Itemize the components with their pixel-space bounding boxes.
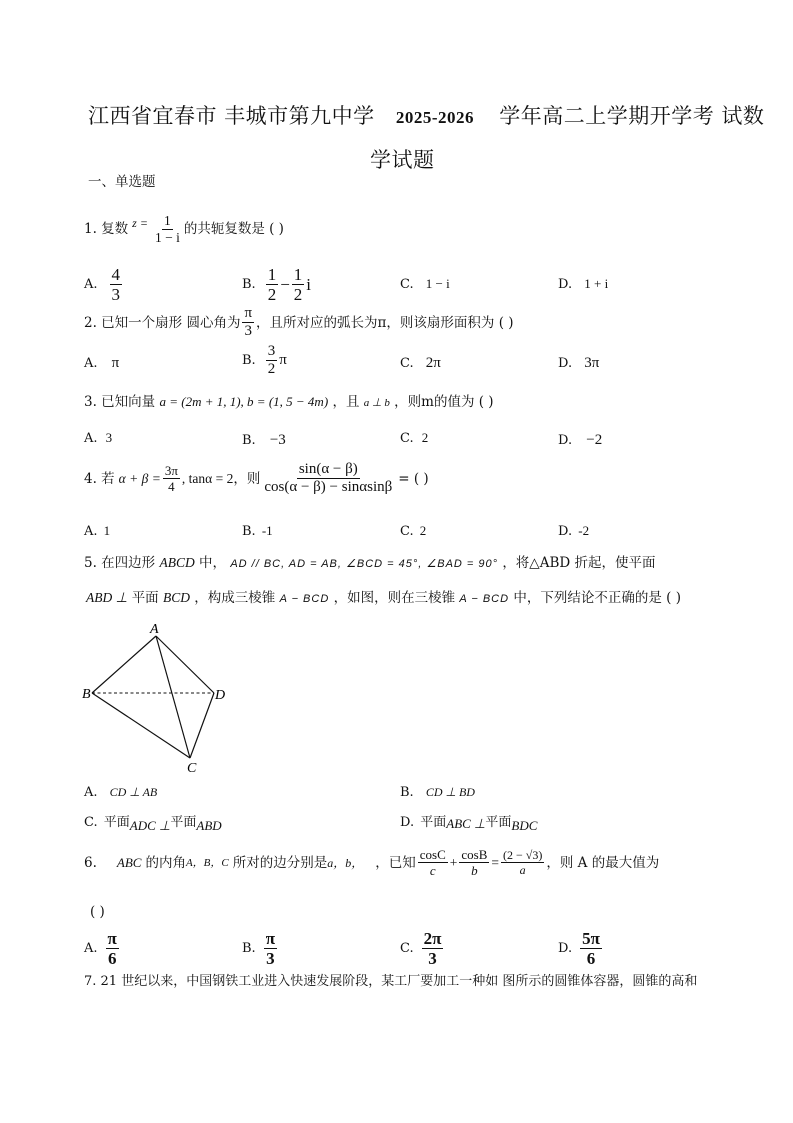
q2-option-a-text: π xyxy=(111,355,120,371)
q4-cond-den: 4 xyxy=(168,479,175,494)
q5-line2-e: ，如图，则在三棱锥 xyxy=(333,590,456,606)
q6-tri: ABC xyxy=(116,854,142,870)
q4-option-c-text: 2 xyxy=(419,523,427,538)
page-title-line2: 学试题 xyxy=(370,148,435,172)
q2-b-num: 3 xyxy=(267,343,276,359)
q1-option-b-label: B. xyxy=(242,277,256,292)
question-7: 7. 21 世纪以来，中国钢铁工业进入快速发展阶段，某工厂要加工一种如 图所示的圆锥体容器，圆锥的高和 xyxy=(84,974,698,989)
q1-option-a-label: A. xyxy=(84,277,98,292)
q6-c-num: 2π xyxy=(423,929,442,948)
q1-option-c-label: C. xyxy=(400,277,414,292)
question-6 xyxy=(84,848,659,877)
q6-option-c xyxy=(400,930,445,967)
q6-sides: a，b， xyxy=(327,855,364,870)
edge-dc xyxy=(190,693,214,758)
q6-f3-num: (2 − √3) xyxy=(503,848,543,862)
q4-cond-a: α + β = xyxy=(118,470,161,486)
q2-stem-post: ，且所对应的弧长为π，则该扇形面积为 ( ) xyxy=(256,314,514,331)
q6-c-den: 3 xyxy=(428,949,437,968)
q4-cond-fraction xyxy=(163,464,180,493)
q5-line2-pre: ABD ⊥ xyxy=(86,590,128,605)
q1-b-frac1 xyxy=(266,266,279,303)
q2-b-suffix: π xyxy=(279,352,287,368)
q3-stem-pre: 3. 已知向量 xyxy=(84,394,156,410)
q2-option-c xyxy=(400,355,441,372)
question-4 xyxy=(84,462,429,495)
q1-b-n2: 1 xyxy=(293,265,303,284)
q2-option-b-label: B. xyxy=(242,353,256,368)
q1-option-d-text: 1 + i xyxy=(584,276,609,291)
q3-option-b xyxy=(242,432,286,449)
q6-option-a-label: A. xyxy=(84,941,98,956)
q5-option-a-text: CD ⊥ AB xyxy=(109,785,158,799)
q3-option-b-label: B. xyxy=(242,433,256,448)
q5-line2-b: BCD xyxy=(162,590,190,605)
q5-option-c-t2: ABD xyxy=(196,818,222,833)
q5-conditions: AD // BC, AD = AB, ∠BCD = 45°, ∠BAD = 90° xyxy=(230,558,499,570)
q6-num: 6. xyxy=(84,854,97,871)
q3-option-d-label: D. xyxy=(558,433,573,448)
q5-quad: ABCD xyxy=(159,555,195,570)
q3-option-a-text: 3 xyxy=(105,430,113,445)
vertex-label-b: B xyxy=(82,687,91,702)
q1-stem-pre: 1. 复数 xyxy=(84,221,129,237)
q2-b-den: 2 xyxy=(267,361,276,377)
q6-plus: + xyxy=(449,854,458,870)
q6-f2-num: cosB xyxy=(461,847,488,862)
q3-stem-post: ，则m的值为 ( ) xyxy=(394,394,494,410)
vertex-label-a: A xyxy=(150,622,159,637)
q4-stem-pre: 4. 若 xyxy=(84,470,115,487)
edge-ad xyxy=(156,636,214,693)
q5-option-c-p2: 平面 xyxy=(170,815,197,830)
q4-option-d-text: -2 xyxy=(578,523,590,538)
q1-b-suffix: i xyxy=(306,274,312,294)
q5-option-a xyxy=(84,785,157,800)
q6-eq: = xyxy=(491,854,499,870)
q6-t1: 的内角 xyxy=(145,854,186,871)
q2-frac-num: π xyxy=(244,305,253,321)
q2-option-a xyxy=(84,355,119,372)
q6-frac2 xyxy=(459,848,489,877)
q5-option-d-label: D. xyxy=(400,815,415,830)
q3-option-b-text: −3 xyxy=(269,432,286,448)
q1-option-c xyxy=(400,276,450,292)
q6-b-den: 3 xyxy=(266,949,275,968)
q5-option-c xyxy=(84,811,222,833)
q6-f1-num: cosC xyxy=(419,847,446,862)
q5-line1-pre: 5. 在四边形 xyxy=(84,555,156,571)
q4-option-a xyxy=(84,523,110,539)
q3-option-c xyxy=(400,430,428,446)
q2-frac-den: 3 xyxy=(244,323,252,339)
q6-a-den: 6 xyxy=(107,949,117,968)
q3-option-c-label: C. xyxy=(400,431,414,446)
q6-f2-den: b xyxy=(471,863,478,878)
q5-option-d-p1: 平面 xyxy=(420,815,447,830)
q6-option-d-fraction xyxy=(580,930,602,967)
q4-expression xyxy=(262,462,394,495)
q4-option-a-label: A. xyxy=(84,524,98,539)
q2-option-d-text: 3π xyxy=(584,355,600,371)
edge-ab xyxy=(92,636,156,693)
question-5-line2 xyxy=(86,588,681,609)
q5-line2-f: A − BCD xyxy=(459,593,510,605)
q3-option-d xyxy=(558,432,602,449)
q1-a-den: 3 xyxy=(111,285,121,304)
q5-option-c-p1: 平面 xyxy=(103,815,130,830)
q2-option-c-label: C. xyxy=(400,356,414,371)
q6-b-num: π xyxy=(265,929,276,948)
q2-option-b xyxy=(242,344,287,377)
q1-b-minus: − xyxy=(280,274,290,294)
q5-line2-d: A − BCD xyxy=(279,593,330,605)
q1-fraction xyxy=(153,214,182,244)
q6-option-c-label: C. xyxy=(400,941,414,956)
q6-option-a-fraction xyxy=(106,930,119,967)
q5-option-c-t1: ADC ⊥ xyxy=(129,818,171,833)
q6-a-num: π xyxy=(107,929,117,948)
q1-frac-num: 1 xyxy=(164,213,171,228)
vertex-label-c: C xyxy=(187,761,197,776)
q2-option-a-label: A. xyxy=(84,356,98,371)
q4-option-c-label: C. xyxy=(400,524,414,539)
edge-ac xyxy=(156,636,190,758)
q4-cond-b: , tanα = 2 xyxy=(181,470,234,486)
q5-option-b-text: CD ⊥ BD xyxy=(425,785,475,799)
q4-option-b xyxy=(242,523,273,539)
q1-option-b xyxy=(242,266,311,303)
q6-option-b-fraction xyxy=(264,930,277,967)
q4-expr-den: cos(α − β) − sinαsinβ xyxy=(264,479,393,495)
q6-t2: 所对的边分别是 xyxy=(232,854,328,871)
q4-option-a-text: 1 xyxy=(103,523,111,538)
title-part1: 江西省宜春市 丰城市第九中学 xyxy=(88,104,375,128)
q6-frac3 xyxy=(501,849,544,876)
q1-option-d xyxy=(558,276,608,292)
tetrahedron-figure xyxy=(80,618,240,776)
question-2 xyxy=(84,306,514,339)
q6-d-den: 6 xyxy=(586,949,596,968)
q5-option-b xyxy=(400,785,475,800)
q4-option-d-label: D. xyxy=(558,524,573,539)
q6-option-d-label: D. xyxy=(558,941,573,956)
q1-frac-den: 1 − i xyxy=(154,229,180,245)
q5-option-d-t1: ABC ⊥ xyxy=(446,816,486,831)
q1-option-d-label: D. xyxy=(558,277,573,292)
q4-stem-post: = ( ) xyxy=(398,470,429,487)
q5-option-c-label: C. xyxy=(84,815,98,830)
q6-f3-den: a xyxy=(519,863,526,877)
q4-cond-num: 3π xyxy=(164,463,178,478)
q2-option-d xyxy=(558,355,599,372)
q6-option-b xyxy=(242,930,279,967)
q3-option-a xyxy=(84,430,112,446)
q6-t3: ，已知 xyxy=(375,854,416,871)
section-heading: 一、单选题 xyxy=(88,174,156,190)
q1-b-d2: 2 xyxy=(293,285,303,304)
vertex-label-d: D xyxy=(215,688,226,703)
q1-b-n1: 1 xyxy=(267,265,277,284)
q5-option-a-label: A. xyxy=(84,785,98,800)
q2-fraction xyxy=(242,306,254,339)
q4-expr-num: sin(α − β) xyxy=(298,461,358,477)
q1-b-d1: 2 xyxy=(267,285,277,304)
question-5-line1 xyxy=(84,553,655,574)
question-3 xyxy=(84,392,494,413)
q3-option-c-text: 2 xyxy=(421,430,429,445)
page-title xyxy=(88,100,764,130)
q1-option-a-fraction xyxy=(110,266,123,303)
q1-lhs: z = xyxy=(132,216,148,230)
q1-option-a xyxy=(84,266,124,303)
edge-bc xyxy=(92,693,190,758)
q5-option-d-p2: 平面 xyxy=(485,815,512,830)
q6-t4: ，则 A 的最大值为 xyxy=(546,854,660,871)
q5-option-d-t2: BDC xyxy=(511,818,538,833)
q6-answer-paren: ( ) xyxy=(90,904,105,920)
q4-option-d xyxy=(558,523,589,539)
q1-a-num: 4 xyxy=(111,265,121,284)
q6-option-c-fraction xyxy=(422,930,444,967)
q5-line2-g: 中，下列结论不正确的是 ( ) xyxy=(513,590,681,606)
q2-option-d-label: D. xyxy=(558,356,573,371)
title-part2: 学年高二上学期开学考 试数 xyxy=(499,104,765,128)
q2-option-b-fraction xyxy=(266,344,278,377)
q1-b-frac2 xyxy=(292,266,305,303)
q4-option-b-text: -1 xyxy=(261,523,273,538)
q1-stem-post: 的共轭复数是 ( ) xyxy=(183,221,284,237)
q6-d-num: 5π xyxy=(582,929,600,948)
q5-option-d xyxy=(400,811,538,833)
q5-line2-c: ，构成三棱锥 xyxy=(194,590,276,606)
title-year: 2025-2026 xyxy=(395,108,475,127)
q5-line2-a: 平面 xyxy=(131,590,159,606)
q3-option-d-text: −2 xyxy=(586,432,603,448)
q3-perp: a ⊥ b xyxy=(363,397,390,409)
q3-option-a-label: A. xyxy=(84,431,98,446)
q5-option-b-label: B. xyxy=(400,785,414,800)
q3-mid: ，且 xyxy=(332,394,360,410)
q2-stem-pre: 2. 已知一个扇形 圆心角为 xyxy=(84,314,241,331)
q6-f1-den: c xyxy=(429,863,436,878)
q2-option-c-text: 2π xyxy=(425,355,441,371)
q6-option-b-label: B. xyxy=(242,941,256,956)
q5-line1-mid: 中， xyxy=(199,555,227,571)
question-1 xyxy=(84,214,284,244)
q1-option-c-text: 1 − i xyxy=(425,276,450,291)
q6-angles: A，B，C xyxy=(185,856,229,869)
q4-mid: ，则 xyxy=(233,470,261,487)
q3-vectors: a = (2m + 1, 1), b = (1, 5 − 4m) xyxy=(159,394,329,409)
q4-option-b-label: B. xyxy=(242,524,256,539)
q5-line1-post: ，将△ABD 折起，使平面 xyxy=(502,555,656,571)
q6-frac1 xyxy=(418,848,448,877)
q6-option-a xyxy=(84,930,121,967)
q4-option-c xyxy=(400,523,426,539)
q6-option-d xyxy=(558,930,604,967)
